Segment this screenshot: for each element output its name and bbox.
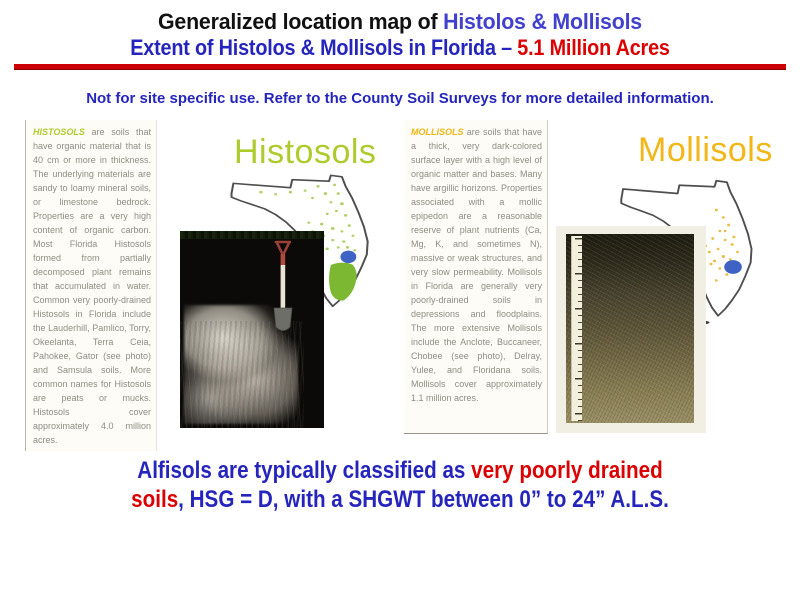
- mollisol-profile-photo: [566, 234, 694, 423]
- mollisols-term: MOLLISOLS: [411, 127, 464, 137]
- footer-text-red: very poorly drained: [471, 457, 663, 484]
- footer-line2: [56, 486, 744, 514]
- red-divider-rule: [14, 64, 786, 70]
- ruler-major-ticks: [575, 238, 582, 421]
- notice-text: Not for site specific use. Refer to the County Soil Surveys for more detailed information.: [86, 90, 714, 107]
- footer-text-blue: Alfisols are typically classified as: [137, 457, 472, 484]
- histosols-text-clipping: [25, 120, 157, 451]
- histosols-description: are soils that have organic material that is 40 cm or more in thickness. The underlying materials are sandy to loamy mineral soils, or limestone bedrock. Properties are a very high content of organic carbon. Most Florida Histosols formed from partially decomposed plant remains that accumulated in water. Common very poorly-drained Histosols in Florida include the Lauderhill, Pamlico, Torry, Okeelanta, Terra Ceia, Pahokee, Gator (see photo) and Samsula soils. More common names for Histosols are peats or mucks. Histosols cover approximately 4.0 million acres.: [33, 127, 151, 445]
- shovel-shaft: [281, 265, 286, 309]
- footer-line1: [56, 457, 744, 485]
- mollisol-photo-mat: [556, 226, 706, 433]
- title-prefix: Generalized location map of: [158, 9, 444, 34]
- lake-okeechobee: [724, 260, 742, 274]
- footer-text-red: soils: [131, 486, 179, 513]
- histosols-map-label: Histosols: [234, 133, 377, 171]
- mollisols-map-label: Mollisols: [638, 131, 773, 169]
- lake-okeechobee: [340, 251, 356, 264]
- shovel: [180, 231, 324, 428]
- shovel-grip: [276, 242, 290, 255]
- shovel-shaft-red: [281, 254, 286, 265]
- measuring-ruler: [571, 236, 582, 421]
- mollisols-description: are soils that have a thick, very dark-colored surface layer with a high level of organic matter and bases. Many have argillic horizons. Properties associated with a mollic epipedon are a reasonable reserve of plant nutrients (Ca, Mg, K, and sometimes N), massive or weak structures, and very slow permeability. Mollisols in Florida are generally very poorly-drained soils in depressions and floodplains. The more extensive Mollisols include the Anclote, Buccaneer, Chobee (see photo), Delray, Yulee, and Floridana soils. Mollisols cover approximately 1.1 million acres.: [411, 127, 542, 403]
- page-subtitle: [40, 35, 760, 61]
- page-title: [12, 9, 788, 35]
- subtitle-prefix: Extent of Histolos & Mollisols in Florida –: [130, 35, 518, 60]
- histosol-profile-photo: [180, 231, 324, 428]
- everglades-histosols-region: [329, 263, 357, 301]
- mollisols-text-clipping: [404, 120, 548, 434]
- histosols-term: HISTOSOLS: [33, 127, 85, 137]
- subtitle-acreage: 5.1 Million Acres: [517, 35, 670, 60]
- title-highlight: Histolos & Mollisols: [443, 9, 642, 34]
- footer-text-blue: , HSG = D, with a SHGWT between 0” to 24” A.L.S.: [178, 486, 669, 513]
- shovel-blade: [274, 308, 292, 331]
